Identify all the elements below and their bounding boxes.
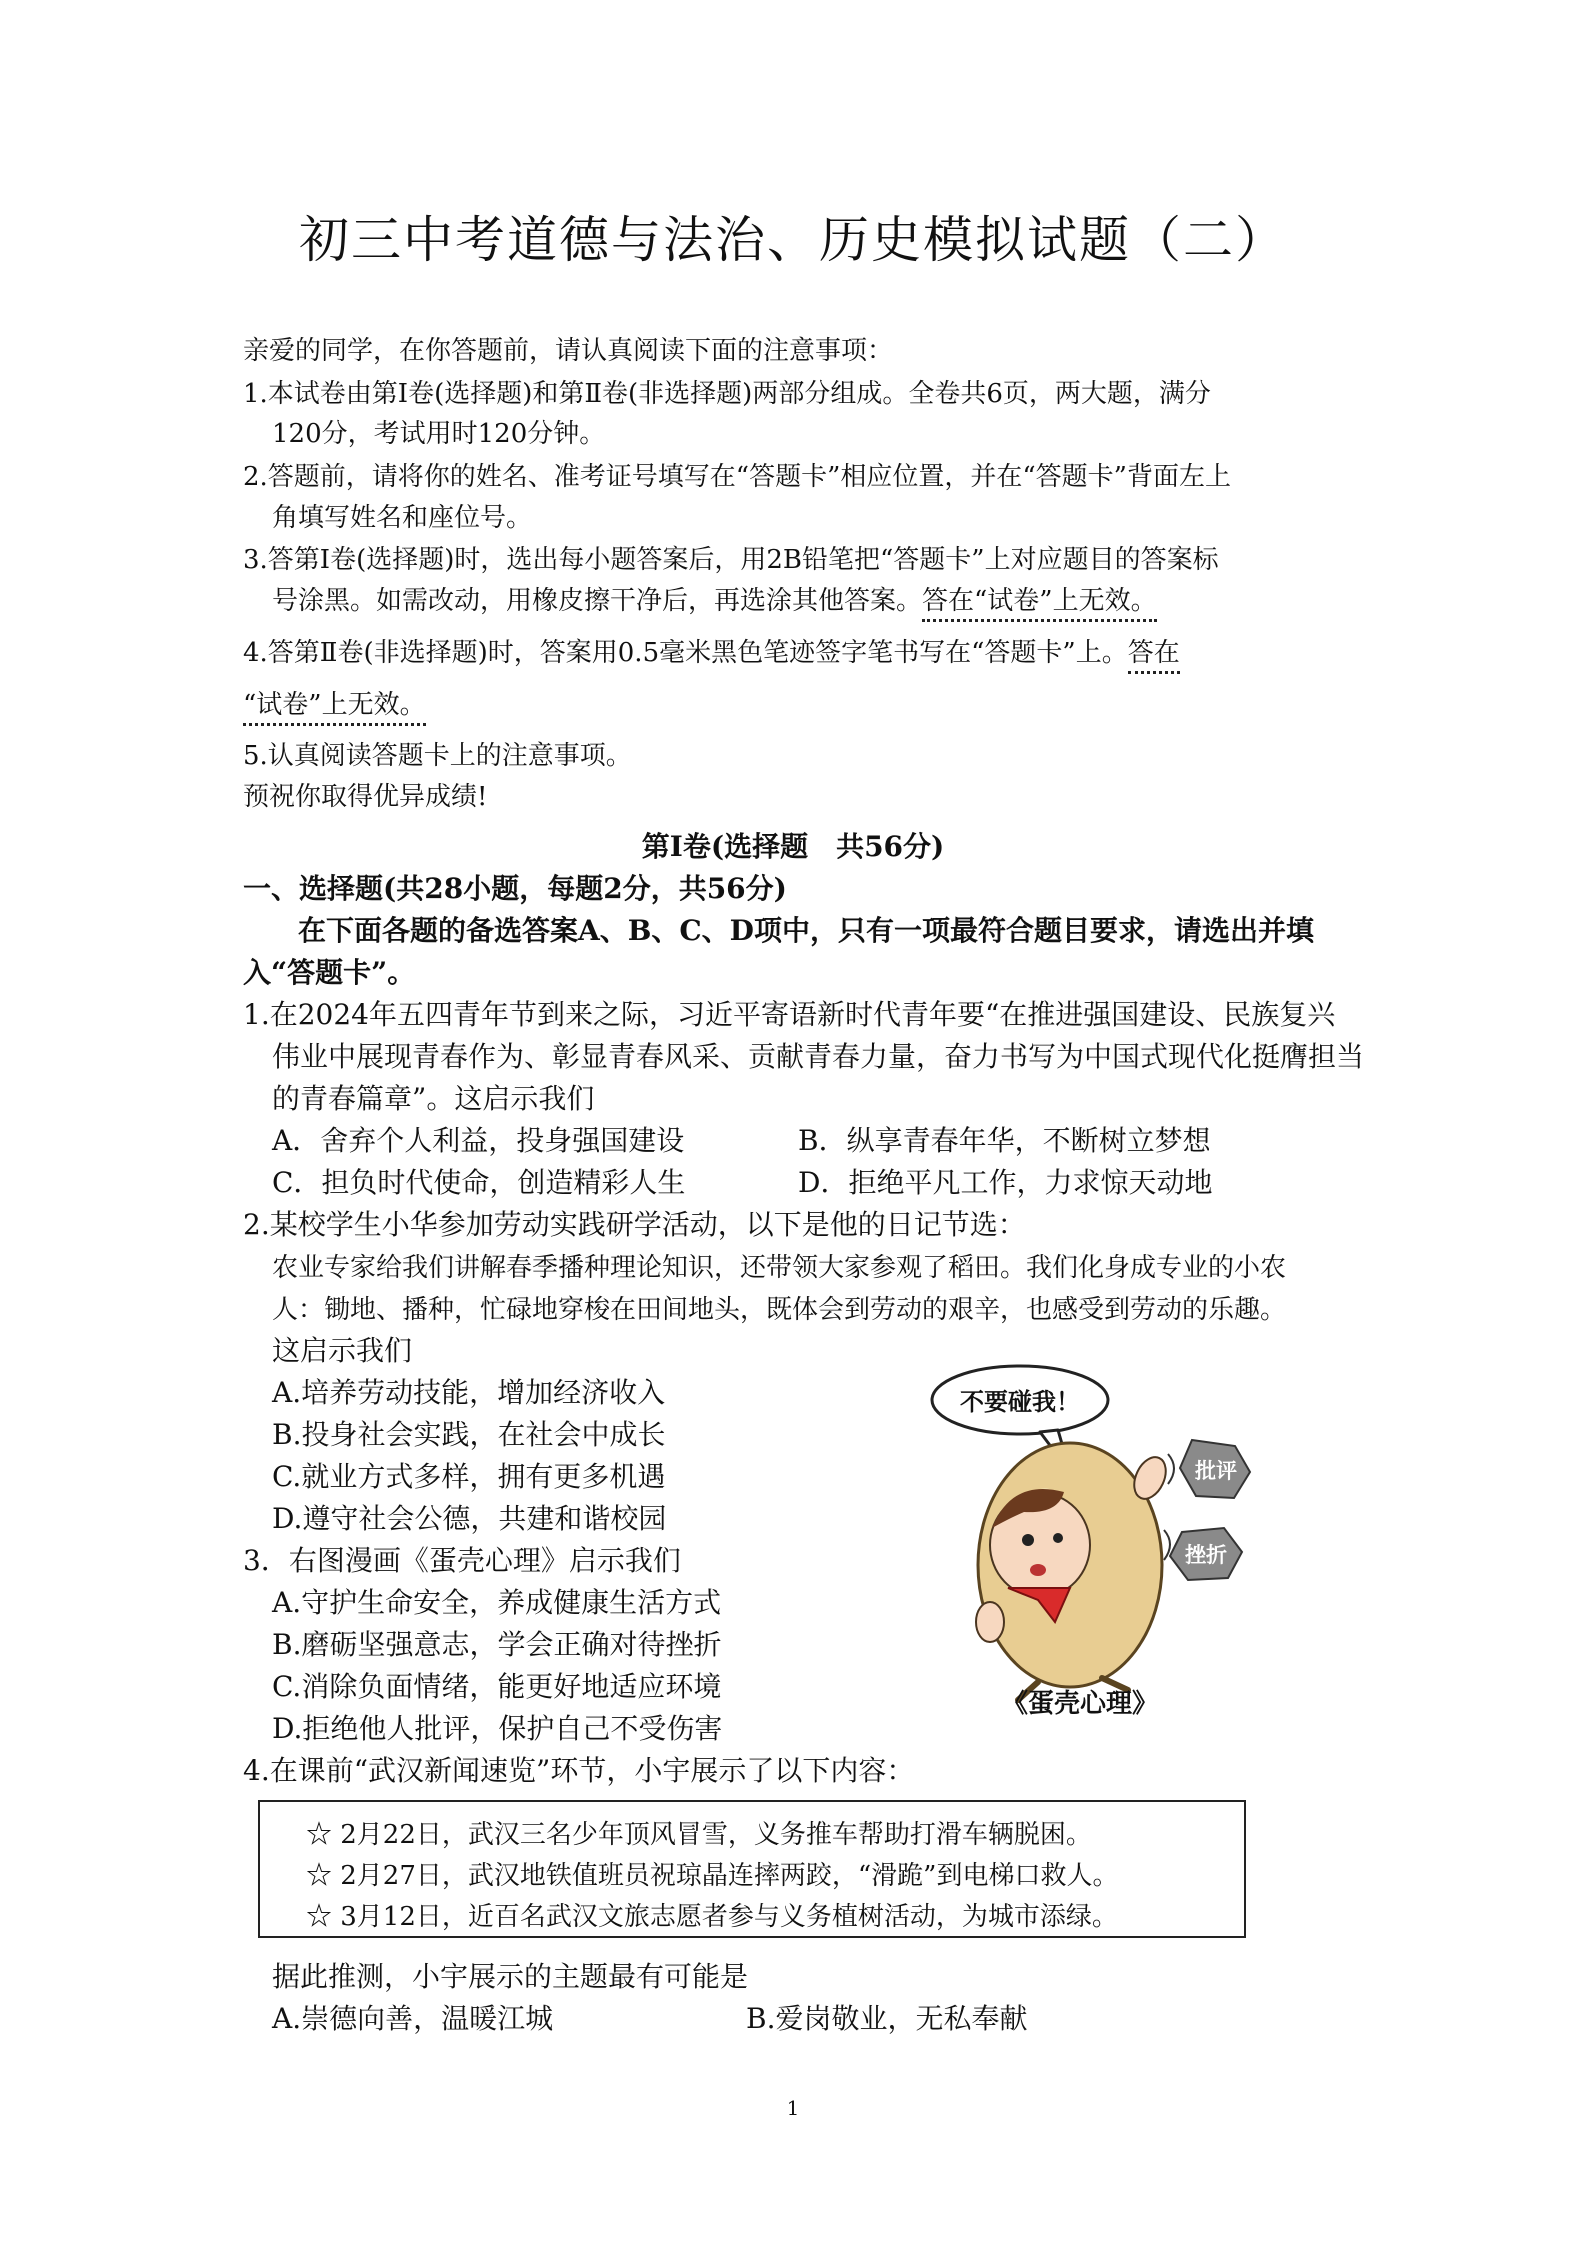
q3-option-b: B.磨砺坚强意志，学会正确对待挫折: [272, 1628, 722, 1661]
notice-item-4-cont: [243, 684, 426, 726]
eggshell-cartoon: [920, 1360, 1260, 1720]
notice-item-3: 3.答第Ⅰ卷(选择题)时，选出每小题答案后，用2B铅笔把“答题卡”上对应题目的答案标: [243, 545, 1219, 575]
notice-item-4-cont-text: “试卷”上无效。: [243, 690, 426, 726]
notice-item-1-cont: 120分，考试用时120分钟。: [272, 419, 606, 449]
news-item: ☆ 2月27日，武汉地铁值班员祝琼晶连摔两跤，“滑跪”到电梯口救人。: [306, 1861, 1119, 1891]
q2-option-d: D.遵守社会公德，共建和谐校园: [272, 1502, 667, 1535]
q1-option-b: B．纵享青春年华，不断树立梦想: [798, 1124, 1211, 1157]
speech-text: 不要碰我！: [960, 1389, 1080, 1416]
notice-item-3-cont-a: 号涂黑。如需改动，用橡皮擦干净后，再选涂其他答案。: [272, 586, 923, 616]
q1-stem-cont-1: 伟业中展现青春作为、彰显青春风采、贡献青春力量，奋力书写为中国式现代化挺膺担当: [272, 1040, 1365, 1073]
news-box: [258, 1800, 1246, 1938]
notice-intro: 亲爱的同学，在你答题前，请认真阅读下面的注意事项：: [243, 336, 894, 366]
notice-item-4-b: 答在: [1128, 638, 1180, 674]
q1-option-a: A．舍弃个人利益，投身强国建设: [272, 1124, 685, 1157]
q2-stem-cont: 这启示我们: [272, 1334, 413, 1367]
section-instruction-cont: 入“答题卡”。: [243, 956, 416, 989]
q2-option-a: A.培养劳动技能，增加经济收入: [272, 1376, 666, 1409]
notice-item-4: [243, 632, 1180, 674]
notice-item-1: 1.本试卷由第Ⅰ卷(选择题)和第Ⅱ卷(非选择题)两部分组成。全卷共6页，两大题，满分: [243, 379, 1211, 409]
q1-stem: 1.在2024年五四青年节到来之际，习近平寄语新时代青年要“在推进强国建设、民族复兴: [243, 998, 1336, 1031]
page-number: 1: [786, 2096, 800, 2120]
q2-option-c: C.就业方式多样，拥有更多机遇: [272, 1460, 666, 1493]
notice-item-4-a: 4.答第Ⅱ卷(非选择题)时，答案用0.5毫米黑色笔迹签字笔书写在“答题卡”上。: [243, 638, 1128, 668]
section-heading: 第Ⅰ卷(选择题 共56分): [641, 830, 945, 863]
section-instruction: 在下面各题的备选答案A、B、C、D项中，只有一项最符合题目要求，请选出并填: [298, 914, 1314, 947]
q1-option-c: C．担负时代使命，创造精彩人生: [272, 1166, 686, 1199]
notice-item-2: 2.答题前，请将你的姓名、准考证号填写在“答题卡”相应位置，并在“答题卡”背面左上: [243, 462, 1231, 492]
news-item: ☆ 2月22日，武汉三名少年顶风冒雪，义务推车帮助打滑车辆脱困。: [306, 1820, 1092, 1850]
rock-setback-label: 挫折: [1185, 1544, 1227, 1567]
notice-item-2-cont: 角填写姓名和座位号。: [272, 503, 533, 533]
q1-option-d: D．拒绝平凡工作，力求惊天动地: [798, 1166, 1213, 1199]
q4-option-a: A.崇德向善，温暖江城: [272, 2002, 554, 2035]
q3-option-a: A.守护生命安全，养成健康生活方式: [272, 1586, 722, 1619]
q3-option-d: D.拒绝他人批评，保护自己不受伤害: [272, 1712, 723, 1745]
q3-option-c: C.消除负面情绪，能更好地适应环境: [272, 1670, 722, 1703]
notice-item-5: 5.认真阅读答题卡上的注意事项。: [243, 741, 632, 771]
cartoon-caption: 《蛋壳心理》: [1001, 1688, 1159, 1718]
q2-stem: 2.某校学生小华参加劳动实践研学活动，以下是他的日记节选：: [243, 1208, 1026, 1241]
q2-diary-line-1: 农业专家给我们讲解春季播种理论知识，还带领大家参观了稻田。我们化身成专业的小农: [272, 1253, 1287, 1283]
q2-option-b: B.投身社会实践，在社会中成长: [272, 1418, 666, 1451]
q4-question: 据此推测，小宇展示的主题最有可能是: [272, 1960, 749, 1993]
section-part: 一、选择题(共28小题，每题2分，共56分): [243, 872, 787, 905]
q1-stem-cont-2: 的青春篇章”。这启示我们: [272, 1082, 595, 1115]
news-item: ☆ 3月12日，近百名武汉文旅志愿者参与义务植树活动，为城市添绿。: [306, 1902, 1118, 1932]
notice-item-3-cont: [272, 580, 1157, 622]
notice-item-3-cont-b: 答在“试卷”上无效。: [922, 586, 1157, 622]
rock-criticism-label: 批评: [1195, 1460, 1237, 1483]
notice-wish: 预祝你取得优异成绩!: [243, 782, 488, 812]
q3-stem: 3．右图漫画《蛋壳心理》启示我们: [243, 1544, 681, 1577]
q4-stem: 4.在课前“武汉新闻速览”环节，小宇展示了以下内容：: [243, 1754, 915, 1787]
q4-option-b: B.爱岗敬业，无私奉献: [746, 2002, 1028, 2035]
page-title: 初三中考道德与法治、历史模拟试题（二）: [299, 211, 1287, 269]
q2-diary-line-2: 人：锄地、播种，忙碌地穿梭在田间地头，既体会到劳动的艰辛，也感受到劳动的乐趣。: [272, 1295, 1287, 1325]
